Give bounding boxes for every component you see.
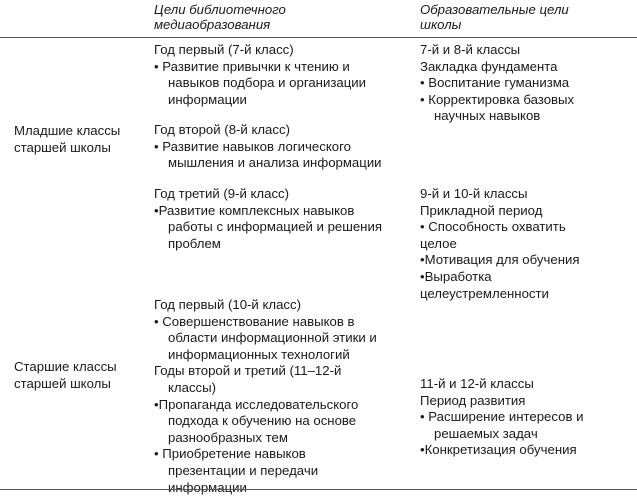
goal-line: разнообразных тем	[168, 429, 288, 445]
year-title: Год третий (9-й класс)	[154, 186, 290, 201]
year-title: Год второй (8-й класс)	[154, 122, 290, 137]
goal-line: • Приобретение навыков	[154, 446, 306, 462]
header-line: Образовательные цели	[420, 2, 569, 17]
school-period-applied	[420, 186, 630, 302]
library-year-2	[154, 122, 394, 172]
goal-line: информации	[168, 479, 247, 495]
goal-line: • Корректировка базовых	[420, 91, 575, 107]
stage-line: Младшие классы	[14, 123, 121, 138]
goal-line: • Развитие навыков логического	[154, 138, 351, 154]
school-period-foundation	[420, 42, 630, 125]
school-period-development	[420, 376, 630, 459]
goal-line: мышления и анализа информации	[168, 155, 382, 171]
period-grades: 11-й и 12-й классы	[420, 376, 534, 391]
year-title: Год первый (10-й класс)	[154, 297, 301, 312]
goal-line: решаемых задач	[434, 425, 538, 441]
header-line: школы	[420, 17, 462, 32]
year-title-cont: классы)	[168, 379, 217, 395]
year-title: Год первый (7-й класс)	[154, 42, 294, 57]
goal-line: •Мотивация для обучения	[420, 252, 580, 268]
period-grades: 9-й и 10-й классы	[420, 186, 528, 201]
table-bottom-rule	[0, 489, 637, 490]
goal-line: •Развитие комплексных навыков	[154, 202, 355, 218]
period-name: Прикладной период	[420, 202, 543, 218]
header-line: Цели библиотечного	[154, 2, 286, 17]
goal-line: презентации и передачи	[168, 462, 319, 478]
library-year-3	[154, 186, 394, 252]
goal-line: • Расширение интересов и	[420, 409, 584, 425]
library-year-10	[154, 297, 394, 496]
goal-line: проблем	[168, 235, 221, 251]
goal-line: • Воспитание гуманизма	[420, 75, 570, 91]
period-name: Закладка фундамента	[420, 58, 558, 74]
header-library-goals	[154, 2, 394, 32]
goal-line: •Конкретизация обучения	[420, 442, 577, 458]
goal-line: • Совершенствование навыков в	[154, 313, 355, 329]
goal-line: •Выработка	[420, 268, 492, 284]
goal-line: навыков подбора и организации	[168, 75, 366, 91]
goal-line: научных навыков	[434, 108, 541, 124]
goal-line: информационных технологий	[168, 346, 350, 362]
goal-line: • Развитие привычки к чтению и	[154, 58, 350, 74]
goal-line: информации	[168, 91, 247, 107]
header-line: медиаобразования	[154, 17, 271, 32]
library-year-1	[154, 42, 394, 108]
header-school-goals	[420, 2, 630, 32]
stage-line: Старшие классы	[14, 359, 117, 374]
stage-junior	[14, 123, 120, 156]
header-divider	[0, 37, 637, 38]
goal-line: работы с информацией и решения	[168, 219, 382, 235]
period-name: Период развития	[420, 392, 526, 408]
stage-line: старшей школы	[14, 139, 111, 155]
goal-line: целеустремленности	[420, 285, 549, 301]
year-title: Годы второй и третий (11–12-й	[154, 363, 342, 379]
goal-line: • Способность охватить	[420, 219, 566, 235]
goal-line: •Пропаганда исследовательского	[154, 396, 359, 412]
stage-senior	[14, 359, 117, 392]
stage-line: старшей школы	[14, 375, 111, 391]
goal-line: целое	[420, 235, 457, 251]
goal-line: подхода к обучению на основе	[168, 413, 357, 429]
period-grades: 7-й и 8-й классы	[420, 42, 521, 57]
goal-line: области информационной этики и	[168, 330, 377, 346]
